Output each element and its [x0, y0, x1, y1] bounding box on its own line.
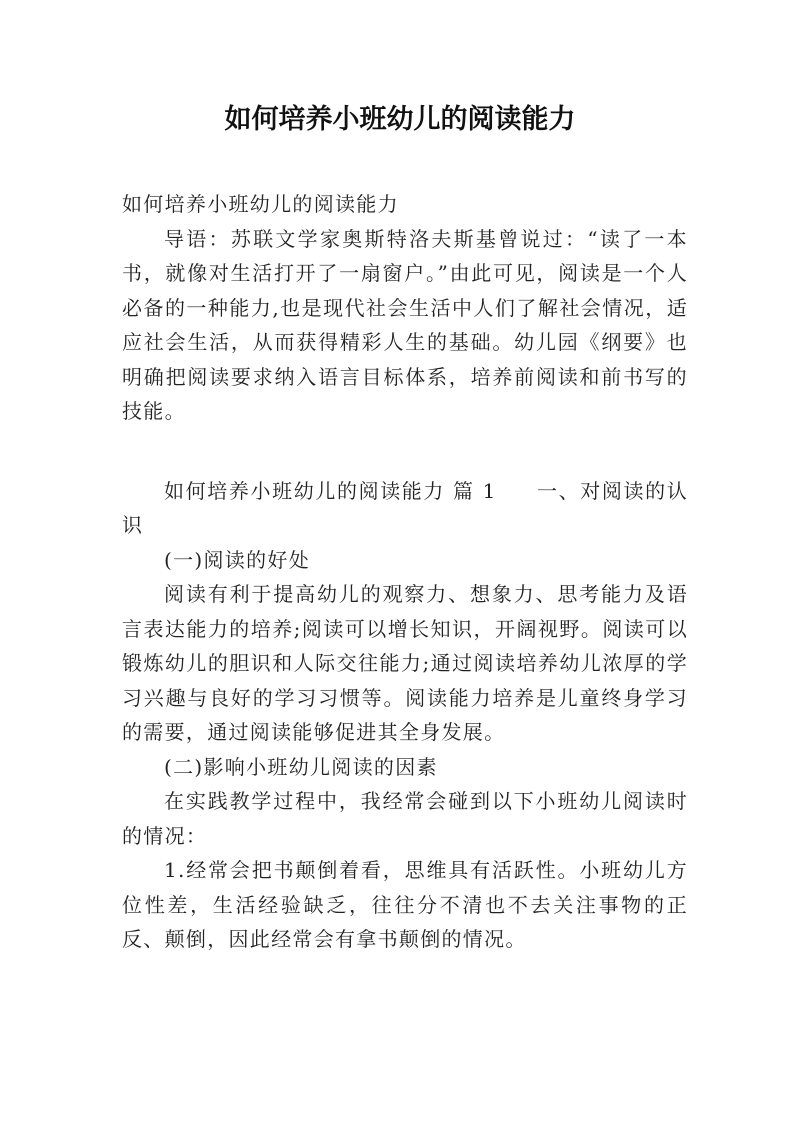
document-body — [122, 187, 688, 957]
section-heading-tail: 一、对阅读的认识 — [122, 478, 688, 537]
subsection-1-body: 阅读有利于提高幼儿的观察力、想象力、思考能力及语言表达能力的培养;阅读可以增长知识，开阔视野。阅读可以锻炼幼儿的胆识和人际交往能力;通过阅读培养幼儿浓厚的学习兴趣与良好的学习习惯等。阅读能力培养是儿童终身学习的需要，通过阅读能够促进其全身发展。 — [122, 582, 688, 744]
section-heading: 如何培养小班幼儿的阅读能力 篇 1 — [164, 478, 497, 503]
section-heading-paragraph — [122, 474, 688, 543]
subsection-2-heading: (二)影响小班幼儿阅读的因素 — [164, 754, 438, 779]
subsection-1-heading: (一)阅读的好处 — [164, 547, 311, 572]
subsection-2-body: 在实践教学过程中，我经常会碰到以下小班幼儿阅读时的情况： — [122, 789, 688, 848]
list-item-1: 1.经常会把书颠倒着看，思维具有活跃性。小班幼儿方位性差，生活经验缺乏，往往分不清也不去关注事物的正反、颠倒，因此经常会有拿书颠倒的情况。 — [122, 858, 688, 951]
intro-paragraph: 导语：苏联文学家奥斯特洛夫斯基曾说过：“读了一本书，就像对生活打开了一扇窗户。”由此可见，阅读是一个人必备的一种能力,也是现代社会生活中人们了解社会情况，适应社会生活，从而获得精彩人生的基础。幼儿园《纲要》也明确把阅读要求纳入语言目标体系，培养前阅读和前书写的技能。 — [122, 226, 688, 423]
document-title: 如何培养小班幼儿的阅读能力 — [224, 104, 576, 135]
document-subtitle: 如何培养小班幼儿的阅读能力 — [122, 192, 399, 216]
paragraph-gap — [122, 429, 688, 474]
